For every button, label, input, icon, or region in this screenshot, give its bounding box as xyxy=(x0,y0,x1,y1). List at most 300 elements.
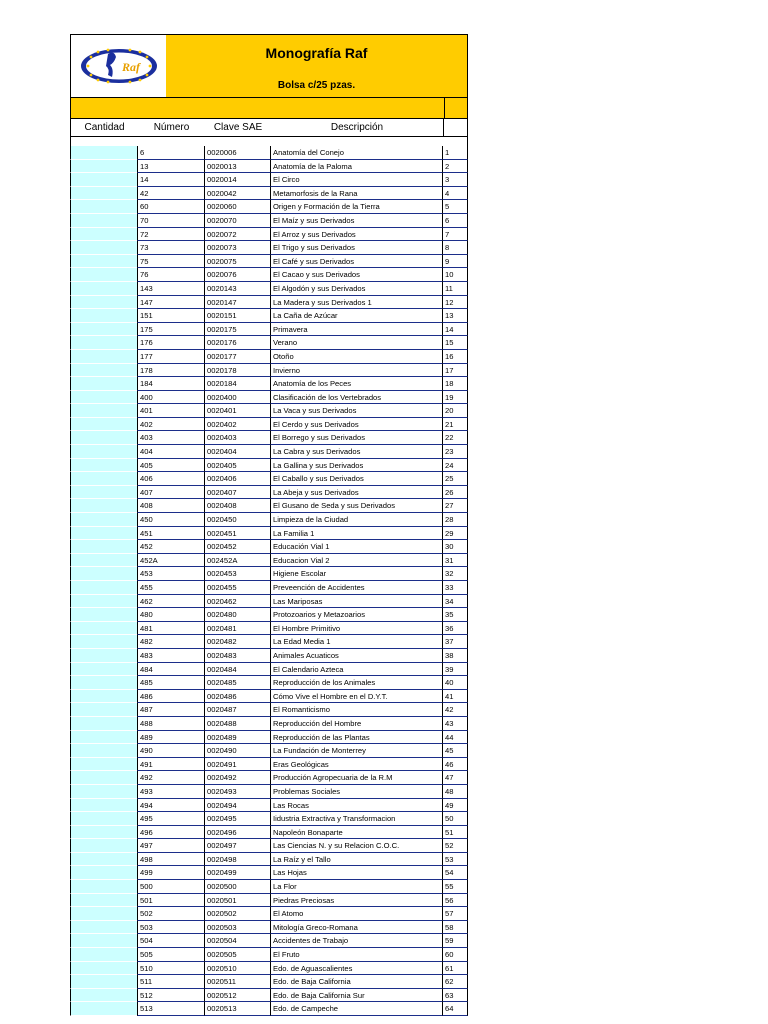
numero-cell: 510 xyxy=(137,962,204,976)
descripcion-cell: Reproducción de las Plantas xyxy=(270,731,442,745)
header-gap xyxy=(70,137,468,146)
table-row xyxy=(70,214,468,228)
descripcion-cell: Anatomía del Conejo xyxy=(270,146,442,160)
index-cell: 45 xyxy=(442,744,468,758)
page-subtitle: Bolsa c/25 pzas. xyxy=(277,80,356,91)
index-cell: 54 xyxy=(442,866,468,880)
numero-cell: 485 xyxy=(137,676,204,690)
cantidad-input-cell[interactable] xyxy=(70,255,137,269)
numero-cell: 496 xyxy=(137,826,204,840)
index-cell: 12 xyxy=(442,296,468,310)
numero-cell: 503 xyxy=(137,921,204,935)
cantidad-input-cell[interactable] xyxy=(70,771,137,785)
cantidad-input-cell[interactable] xyxy=(70,962,137,976)
table-row xyxy=(70,866,468,880)
sheet-header xyxy=(70,34,468,97)
numero-cell: 147 xyxy=(137,296,204,310)
numero-cell: 486 xyxy=(137,690,204,704)
clave-cell: 0020147 xyxy=(204,296,270,310)
cantidad-input-cell[interactable] xyxy=(70,812,137,826)
clave-cell: 0020493 xyxy=(204,785,270,799)
index-cell: 16 xyxy=(442,350,468,364)
numero-cell: 452 xyxy=(137,540,204,554)
descripcion-cell: Invierno xyxy=(270,364,442,378)
cantidad-input-cell[interactable] xyxy=(70,839,137,853)
index-cell: 61 xyxy=(442,962,468,976)
descripcion-cell: Clasificación de los Vertebrados xyxy=(270,391,442,405)
table-row xyxy=(70,268,468,282)
descripcion-cell: La Raíz y el Tallo xyxy=(270,853,442,867)
index-cell: 36 xyxy=(442,622,468,636)
cantidad-input-cell[interactable] xyxy=(70,866,137,880)
descripcion-cell: Anatomía de la Paloma xyxy=(270,160,442,174)
descripcion-cell: El Cerdo y sus Derivados xyxy=(270,418,442,432)
clave-cell: 0020505 xyxy=(204,948,270,962)
table-row xyxy=(70,595,468,609)
descripcion-cell: Edo. de Baja California Sur xyxy=(270,989,442,1003)
index-cell: 18 xyxy=(442,377,468,391)
numero-cell: 404 xyxy=(137,445,204,459)
index-cell: 2 xyxy=(442,160,468,174)
cantidad-input-cell[interactable] xyxy=(70,731,137,745)
cantidad-input-cell[interactable] xyxy=(70,241,137,255)
cantidad-input-cell[interactable] xyxy=(70,989,137,1003)
clave-cell: 0020481 xyxy=(204,622,270,636)
cantidad-input-cell[interactable] xyxy=(70,975,137,989)
descripcion-cell: Anatomía de los Peces xyxy=(270,377,442,391)
cantidad-input-cell[interactable] xyxy=(70,228,137,242)
table-row xyxy=(70,744,468,758)
numero-cell: 151 xyxy=(137,309,204,323)
col-numero: Número xyxy=(153,122,190,133)
clave-cell: 0020497 xyxy=(204,839,270,853)
numero-cell: 405 xyxy=(137,459,204,473)
descripcion-cell: El Circo xyxy=(270,173,442,187)
numero-cell: 495 xyxy=(137,812,204,826)
index-cell: 59 xyxy=(442,934,468,948)
index-cell: 33 xyxy=(442,581,468,595)
index-cell: 44 xyxy=(442,731,468,745)
col-index xyxy=(443,119,467,136)
descripcion-cell: La Gallina y sus Derivados xyxy=(270,459,442,473)
index-cell: 34 xyxy=(442,595,468,609)
cantidad-input-cell[interactable] xyxy=(70,499,137,513)
table-row xyxy=(70,146,468,160)
index-cell: 22 xyxy=(442,431,468,445)
table-row xyxy=(70,282,468,296)
cantidad-input-cell[interactable] xyxy=(70,703,137,717)
descripcion-cell: La Cabra y sus Derivados xyxy=(270,445,442,459)
numero-cell: 505 xyxy=(137,948,204,962)
numero-cell: 493 xyxy=(137,785,204,799)
table-row xyxy=(70,785,468,799)
index-cell: 39 xyxy=(442,663,468,677)
cantidad-input-cell[interactable] xyxy=(70,948,137,962)
index-cell: 17 xyxy=(442,364,468,378)
cantidad-input-cell[interactable] xyxy=(70,622,137,636)
table-row xyxy=(70,567,468,581)
cantidad-input-cell[interactable] xyxy=(70,431,137,445)
cantidad-input-cell[interactable] xyxy=(70,472,137,486)
table-row xyxy=(70,731,468,745)
numero-cell: 60 xyxy=(137,200,204,214)
numero-cell: 504 xyxy=(137,934,204,948)
clave-cell: 0020453 xyxy=(204,567,270,581)
cantidad-input-cell[interactable] xyxy=(70,173,137,187)
cantidad-input-cell[interactable] xyxy=(70,146,137,160)
descripcion-cell: El Trigo y sus Derivados xyxy=(270,241,442,255)
index-cell: 9 xyxy=(442,255,468,269)
descripcion-cell: Edo. de Aguascalientes xyxy=(270,962,442,976)
numero-cell: 184 xyxy=(137,377,204,391)
table-row xyxy=(70,948,468,962)
numero-cell: 502 xyxy=(137,907,204,921)
cantidad-input-cell[interactable] xyxy=(70,663,137,677)
clave-cell: 0020404 xyxy=(204,445,270,459)
index-cell: 50 xyxy=(442,812,468,826)
cantidad-input-cell[interactable] xyxy=(70,758,137,772)
index-cell: 3 xyxy=(442,173,468,187)
index-cell: 19 xyxy=(442,391,468,405)
index-cell: 7 xyxy=(442,228,468,242)
numero-cell: 406 xyxy=(137,472,204,486)
clave-cell: 0020491 xyxy=(204,758,270,772)
clave-cell: 0020496 xyxy=(204,826,270,840)
cantidad-input-cell[interactable] xyxy=(70,608,137,622)
clave-cell: 0020510 xyxy=(204,962,270,976)
numero-cell: 492 xyxy=(137,771,204,785)
index-cell: 21 xyxy=(442,418,468,432)
numero-cell: 177 xyxy=(137,350,204,364)
table-row xyxy=(70,459,468,473)
numero-cell: 490 xyxy=(137,744,204,758)
column-header-row xyxy=(70,118,468,137)
numero-cell: 450 xyxy=(137,513,204,527)
table-row xyxy=(70,649,468,663)
clave-cell: 0020175 xyxy=(204,323,270,337)
index-cell: 56 xyxy=(442,894,468,908)
descripcion-cell: El Gusano de Seda y sus Derivados xyxy=(270,499,442,513)
table-row xyxy=(70,241,468,255)
cantidad-input-cell[interactable] xyxy=(70,785,137,799)
numero-cell: 491 xyxy=(137,758,204,772)
numero-cell: 143 xyxy=(137,282,204,296)
index-cell: 11 xyxy=(442,282,468,296)
index-cell: 51 xyxy=(442,826,468,840)
numero-cell: 513 xyxy=(137,1002,204,1016)
cantidad-input-cell[interactable] xyxy=(70,934,137,948)
cantidad-input-cell[interactable] xyxy=(70,187,137,201)
index-cell: 48 xyxy=(442,785,468,799)
table-row xyxy=(70,404,468,418)
cantidad-input-cell[interactable] xyxy=(70,635,137,649)
table-row xyxy=(70,826,468,840)
index-cell: 38 xyxy=(442,649,468,663)
table-row xyxy=(70,962,468,976)
cantidad-input-cell[interactable] xyxy=(70,1002,137,1016)
index-cell: 47 xyxy=(442,771,468,785)
numero-cell: 70 xyxy=(137,214,204,228)
clave-cell: 0020503 xyxy=(204,921,270,935)
index-cell: 32 xyxy=(442,567,468,581)
index-cell: 8 xyxy=(442,241,468,255)
cantidad-input-cell[interactable] xyxy=(70,377,137,391)
index-cell: 26 xyxy=(442,486,468,500)
clave-cell: 0020462 xyxy=(204,595,270,609)
descripcion-cell: Preveención de Accidentes xyxy=(270,581,442,595)
clave-cell: 0020485 xyxy=(204,676,270,690)
numero-cell: 500 xyxy=(137,880,204,894)
cantidad-input-cell[interactable] xyxy=(70,799,137,813)
clave-cell: 0020483 xyxy=(204,649,270,663)
cantidad-input-cell[interactable] xyxy=(70,336,137,350)
numero-cell: 499 xyxy=(137,866,204,880)
cantidad-input-cell[interactable] xyxy=(70,527,137,541)
index-cell: 41 xyxy=(442,690,468,704)
descripcion-cell: Verano xyxy=(270,336,442,350)
descripcion-cell: El Atomo xyxy=(270,907,442,921)
cantidad-input-cell[interactable] xyxy=(70,826,137,840)
index-cell: 52 xyxy=(442,839,468,853)
clave-cell: 0020500 xyxy=(204,880,270,894)
clave-cell: 0020484 xyxy=(204,663,270,677)
clave-cell: 0020151 xyxy=(204,309,270,323)
cantidad-input-cell[interactable] xyxy=(70,323,137,337)
cantidad-input-cell[interactable] xyxy=(70,445,137,459)
numero-cell: 494 xyxy=(137,799,204,813)
cantidad-input-cell[interactable] xyxy=(70,350,137,364)
cantidad-input-cell[interactable] xyxy=(70,921,137,935)
descripcion-cell: Educación Vial 1 xyxy=(270,540,442,554)
descripcion-cell: Eras Geológicas xyxy=(270,758,442,772)
cantidad-input-cell[interactable] xyxy=(70,853,137,867)
table-row xyxy=(70,486,468,500)
table-row xyxy=(70,934,468,948)
clave-cell: 0020014 xyxy=(204,173,270,187)
clave-cell: 0020482 xyxy=(204,635,270,649)
clave-cell: 0020502 xyxy=(204,907,270,921)
clave-cell: 0020492 xyxy=(204,771,270,785)
clave-cell: 0020494 xyxy=(204,799,270,813)
descripcion-cell: El Fruto xyxy=(270,948,442,962)
numero-cell: 511 xyxy=(137,975,204,989)
numero-cell: 483 xyxy=(137,649,204,663)
numero-cell: 481 xyxy=(137,622,204,636)
table-row xyxy=(70,921,468,935)
table-row xyxy=(70,839,468,853)
clave-cell: 0020075 xyxy=(204,255,270,269)
table-row xyxy=(70,350,468,364)
logo-text: Raf xyxy=(121,60,140,74)
clave-cell: 0020143 xyxy=(204,282,270,296)
numero-cell: 480 xyxy=(137,608,204,622)
cantidad-input-cell[interactable] xyxy=(70,894,137,908)
descripcion-cell: Problemas Sociales xyxy=(270,785,442,799)
descripcion-cell: La Caña de Azúcar xyxy=(270,309,442,323)
numero-cell: 400 xyxy=(137,391,204,405)
table-row xyxy=(70,228,468,242)
cantidad-input-cell[interactable] xyxy=(70,649,137,663)
table-row xyxy=(70,554,468,568)
cantidad-input-cell[interactable] xyxy=(70,404,137,418)
index-cell: 15 xyxy=(442,336,468,350)
table-row xyxy=(70,812,468,826)
cantidad-input-cell[interactable] xyxy=(70,486,137,500)
descripcion-cell: Cómo Vive el Hombre en el D.Y.T. xyxy=(270,690,442,704)
numero-cell: 403 xyxy=(137,431,204,445)
numero-cell: 75 xyxy=(137,255,204,269)
numero-cell: 76 xyxy=(137,268,204,282)
descripcion-cell: Primavera xyxy=(270,323,442,337)
numero-cell: 175 xyxy=(137,323,204,337)
index-cell: 1 xyxy=(442,146,468,160)
descripcion-cell: La Abeja y sus Derivados xyxy=(270,486,442,500)
index-cell: 49 xyxy=(442,799,468,813)
numero-cell: 408 xyxy=(137,499,204,513)
table-row xyxy=(70,418,468,432)
col-descripcion: Descripción xyxy=(330,122,384,133)
index-cell: 20 xyxy=(442,404,468,418)
descripcion-cell: El Calendario Azteca xyxy=(270,663,442,677)
numero-cell: 407 xyxy=(137,486,204,500)
clave-cell: 0020504 xyxy=(204,934,270,948)
logo-cell xyxy=(71,35,166,97)
descripcion-cell: La Flor xyxy=(270,880,442,894)
descripcion-cell: Piedras Preciosas xyxy=(270,894,442,908)
clave-cell: 0020488 xyxy=(204,717,270,731)
cantidad-input-cell[interactable] xyxy=(70,160,137,174)
index-cell: 43 xyxy=(442,717,468,731)
table-row xyxy=(70,894,468,908)
clave-cell: 0020489 xyxy=(204,731,270,745)
table-row xyxy=(70,200,468,214)
cantidad-input-cell[interactable] xyxy=(70,364,137,378)
clave-cell: 0020006 xyxy=(204,146,270,160)
cantidad-input-cell[interactable] xyxy=(70,418,137,432)
index-cell: 4 xyxy=(442,187,468,201)
numero-cell: 482 xyxy=(137,635,204,649)
table-row xyxy=(70,717,468,731)
index-cell: 6 xyxy=(442,214,468,228)
cantidad-input-cell[interactable] xyxy=(70,282,137,296)
clave-cell: 0020486 xyxy=(204,690,270,704)
cantidad-input-cell[interactable] xyxy=(70,554,137,568)
cantidad-input-cell[interactable] xyxy=(70,567,137,581)
index-cell: 55 xyxy=(442,880,468,894)
cantidad-input-cell[interactable] xyxy=(70,676,137,690)
descripcion-cell: Higiene Escolar xyxy=(270,567,442,581)
table-row xyxy=(70,527,468,541)
cantidad-input-cell[interactable] xyxy=(70,690,137,704)
descripcion-cell: El Arroz y sus Derivados xyxy=(270,228,442,242)
clave-cell: 0020498 xyxy=(204,853,270,867)
descripcion-cell: Protozoarios y Metazoarios xyxy=(270,608,442,622)
table-row xyxy=(70,173,468,187)
cantidad-input-cell[interactable] xyxy=(70,309,137,323)
clave-cell: 0020060 xyxy=(204,200,270,214)
index-cell: 13 xyxy=(442,309,468,323)
clave-cell: 0020490 xyxy=(204,744,270,758)
numero-cell: 13 xyxy=(137,160,204,174)
table-row xyxy=(70,853,468,867)
table-row xyxy=(70,635,468,649)
index-cell: 10 xyxy=(442,268,468,282)
clave-cell: 0020451 xyxy=(204,527,270,541)
index-cell: 64 xyxy=(442,1002,468,1016)
descripcion-cell: Origen y Formación de la Tierra xyxy=(270,200,442,214)
descripcion-cell: El Romanticismo xyxy=(270,703,442,717)
table-row xyxy=(70,336,468,350)
clave-cell: 0020013 xyxy=(204,160,270,174)
descripcion-cell: El Cacao y sus Derivados xyxy=(270,268,442,282)
clave-cell: 0020178 xyxy=(204,364,270,378)
index-cell: 23 xyxy=(442,445,468,459)
table-row xyxy=(70,255,468,269)
numero-cell: 462 xyxy=(137,595,204,609)
cantidad-input-cell[interactable] xyxy=(70,296,137,310)
index-cell: 46 xyxy=(442,758,468,772)
descripcion-cell: Las Rocas xyxy=(270,799,442,813)
clave-cell: 0020073 xyxy=(204,241,270,255)
cantidad-input-cell[interactable] xyxy=(70,581,137,595)
numero-cell: 498 xyxy=(137,853,204,867)
col-clave-sae: Clave SAE xyxy=(213,122,263,133)
table-row xyxy=(70,690,468,704)
descripcion-cell: Animales Acuaticos xyxy=(270,649,442,663)
table-row xyxy=(70,676,468,690)
descripcion-cell: Otoño xyxy=(270,350,442,364)
cantidad-input-cell[interactable] xyxy=(70,459,137,473)
numero-cell: 497 xyxy=(137,839,204,853)
cantidad-input-cell[interactable] xyxy=(70,200,137,214)
index-cell: 14 xyxy=(442,323,468,337)
descripcion-cell: Edo. de Campeche xyxy=(270,1002,442,1016)
numero-cell: 452A xyxy=(137,554,204,568)
cantidad-input-cell[interactable] xyxy=(70,744,137,758)
index-cell: 40 xyxy=(442,676,468,690)
cantidad-input-cell[interactable] xyxy=(70,880,137,894)
clave-cell: 0020495 xyxy=(204,812,270,826)
table-row xyxy=(70,622,468,636)
index-cell: 25 xyxy=(442,472,468,486)
descripcion-cell: Edo. de Baja California xyxy=(270,975,442,989)
cantidad-input-cell[interactable] xyxy=(70,268,137,282)
cantidad-input-cell[interactable] xyxy=(70,391,137,405)
clave-cell: 0020042 xyxy=(204,187,270,201)
descripcion-cell: La Edad Media 1 xyxy=(270,635,442,649)
clave-cell: 0020400 xyxy=(204,391,270,405)
page-title: Monografía Raf xyxy=(265,45,368,61)
descripcion-cell: Napoleón Bonaparte xyxy=(270,826,442,840)
cantidad-input-cell[interactable] xyxy=(70,513,137,527)
clave-cell: 0020402 xyxy=(204,418,270,432)
table-row xyxy=(70,364,468,378)
descripcion-cell: Las Ciencias N. y su Relacion C.O.C. xyxy=(270,839,442,853)
descripcion-cell: Accidentes de Trabajo xyxy=(270,934,442,948)
clave-cell: 0020076 xyxy=(204,268,270,282)
cantidad-input-cell[interactable] xyxy=(70,540,137,554)
clave-cell: 0020513 xyxy=(204,1002,270,1016)
cantidad-input-cell[interactable] xyxy=(70,717,137,731)
catalog-sheet xyxy=(70,34,468,1016)
cantidad-input-cell[interactable] xyxy=(70,595,137,609)
table-row xyxy=(70,309,468,323)
cantidad-input-cell[interactable] xyxy=(70,907,137,921)
table-row xyxy=(70,391,468,405)
clave-cell: 0020512 xyxy=(204,989,270,1003)
descripcion-cell: Reproducción de los Animales xyxy=(270,676,442,690)
cantidad-input-cell[interactable] xyxy=(70,214,137,228)
